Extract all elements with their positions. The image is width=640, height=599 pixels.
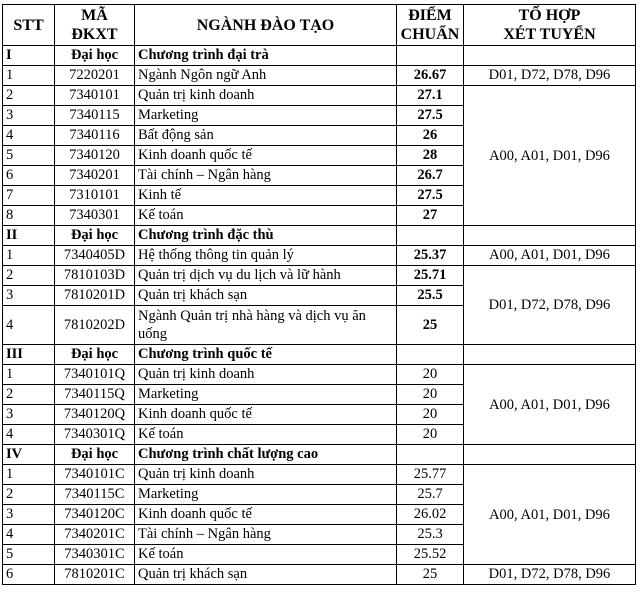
row-ma: 7220201 bbox=[55, 66, 135, 86]
row-nganh: Quản trị kinh doanh bbox=[135, 365, 397, 385]
row-diem: 25.5 bbox=[397, 286, 464, 306]
section-row-i bbox=[3, 46, 636, 66]
row-to-hop: D01, D72, D78, D96 bbox=[464, 565, 636, 585]
section-number: IV bbox=[3, 445, 55, 465]
row-nganh: Quản trị kinh doanh bbox=[135, 465, 397, 485]
row-stt: 4 bbox=[3, 525, 55, 545]
row-ma: 7340101Q bbox=[55, 365, 135, 385]
row-stt: 3 bbox=[3, 106, 55, 126]
table-row bbox=[3, 565, 636, 585]
row-diem: 25 bbox=[397, 306, 464, 345]
merged-to-hop: A00, A01, D01, D96 bbox=[464, 86, 636, 226]
row-ma: 7340115C bbox=[55, 485, 135, 505]
row-nganh: Ngành Ngôn ngữ Anh bbox=[135, 66, 397, 86]
row-nganh: Quản trị kinh doanh bbox=[135, 86, 397, 106]
merged-to-hop: D01, D72, D78, D96 bbox=[464, 266, 636, 345]
row-nganh: Tài chính – Ngân hàng bbox=[135, 166, 397, 186]
row-stt: 2 bbox=[3, 485, 55, 505]
section-number: II bbox=[3, 226, 55, 246]
row-nganh: Bất động sản bbox=[135, 126, 397, 146]
table-row bbox=[3, 246, 636, 266]
row-to-hop: A00, A01, D01, D96 bbox=[464, 246, 636, 266]
row-nganh: Tài chính – Ngân hàng bbox=[135, 525, 397, 545]
row-stt: 2 bbox=[3, 86, 55, 106]
row-diem: 25.3 bbox=[397, 525, 464, 545]
row-nganh: Marketing bbox=[135, 485, 397, 505]
row-nganh: Kinh tế bbox=[135, 186, 397, 206]
row-stt: 5 bbox=[3, 545, 55, 565]
row-ma: 7340120C bbox=[55, 505, 135, 525]
table-row bbox=[3, 465, 636, 485]
row-nganh: Kinh doanh quốc tế bbox=[135, 146, 397, 166]
row-stt: 4 bbox=[3, 306, 55, 345]
row-ma: 7340201C bbox=[55, 525, 135, 545]
section-level: Đại học bbox=[55, 445, 135, 465]
row-diem: 20 bbox=[397, 405, 464, 425]
section-level: Đại học bbox=[55, 226, 135, 246]
row-nganh: Quản trị khách sạn bbox=[135, 565, 397, 585]
header-nganh: NGÀNH ĐÀO TẠO bbox=[135, 5, 397, 46]
header-ma-dkxt: MÃ ĐKXT bbox=[55, 5, 135, 46]
row-stt: 8 bbox=[3, 206, 55, 226]
table-row bbox=[3, 86, 636, 106]
row-nganh: Kế toán bbox=[135, 545, 397, 565]
row-ma: 7340115 bbox=[55, 106, 135, 126]
row-stt: 6 bbox=[3, 565, 55, 585]
section-title: Chương trình chất lượng cao bbox=[135, 445, 397, 465]
row-diem: 27.5 bbox=[397, 186, 464, 206]
section-title: Chương trình đặc thù bbox=[135, 226, 397, 246]
row-diem: 25 bbox=[397, 565, 464, 585]
row-ma: 7810201C bbox=[55, 565, 135, 585]
section-row-ii bbox=[3, 226, 636, 246]
header-stt: STT bbox=[3, 5, 55, 46]
row-nganh: Quản trị dịch vụ du lịch và lữ hành bbox=[135, 266, 397, 286]
row-ma: 7810201D bbox=[55, 286, 135, 306]
row-diem: 26.67 bbox=[397, 66, 464, 86]
row-ma: 7340101C bbox=[55, 465, 135, 485]
section-number: III bbox=[3, 345, 55, 365]
row-diem: 28 bbox=[397, 146, 464, 166]
row-stt: 5 bbox=[3, 146, 55, 166]
row-stt: 1 bbox=[3, 246, 55, 266]
row-ma: 7340115Q bbox=[55, 385, 135, 405]
row-nganh: Marketing bbox=[135, 106, 397, 126]
header-diem-chuan: ĐIỂM CHUẨN bbox=[397, 5, 464, 46]
row-stt: 4 bbox=[3, 425, 55, 445]
row-ma: 7340301C bbox=[55, 545, 135, 565]
row-stt: 6 bbox=[3, 166, 55, 186]
row-stt: 1 bbox=[3, 365, 55, 385]
table-row bbox=[3, 365, 636, 385]
section-row-iv bbox=[3, 445, 636, 465]
row-nganh: Hệ thống thông tin quản lý bbox=[135, 246, 397, 266]
row-stt: 1 bbox=[3, 66, 55, 86]
row-to-hop: D01, D72, D78, D96 bbox=[464, 66, 636, 86]
section-row-iii bbox=[3, 345, 636, 365]
row-diem: 25.37 bbox=[397, 246, 464, 266]
admission-score-table-wrapper bbox=[2, 4, 635, 585]
row-diem: 20 bbox=[397, 365, 464, 385]
row-diem: 27.5 bbox=[397, 106, 464, 126]
row-diem: 25.77 bbox=[397, 465, 464, 485]
row-stt: 3 bbox=[3, 286, 55, 306]
row-stt: 1 bbox=[3, 465, 55, 485]
row-nganh: Ngành Quản trị nhà hàng và dịch vụ ăn uống bbox=[135, 306, 397, 345]
merged-to-hop: A00, A01, D01, D96 bbox=[464, 465, 636, 565]
row-ma: 7310101 bbox=[55, 186, 135, 206]
row-diem: 25.7 bbox=[397, 485, 464, 505]
section-title: Chương trình quốc tế bbox=[135, 345, 397, 365]
row-diem: 20 bbox=[397, 385, 464, 405]
row-diem: 26.7 bbox=[397, 166, 464, 186]
row-nganh: Kế toán bbox=[135, 425, 397, 445]
admission-score-table bbox=[2, 4, 636, 585]
row-ma: 7810202D bbox=[55, 306, 135, 345]
table-row bbox=[3, 66, 636, 86]
row-diem: 27 bbox=[397, 206, 464, 226]
row-ma: 7340201 bbox=[55, 166, 135, 186]
row-diem: 20 bbox=[397, 425, 464, 445]
row-diem: 25.71 bbox=[397, 266, 464, 286]
row-ma: 7340120Q bbox=[55, 405, 135, 425]
row-diem: 26.02 bbox=[397, 505, 464, 525]
merged-to-hop: A00, A01, D01, D96 bbox=[464, 365, 636, 445]
row-nganh: Kinh doanh quốc tế bbox=[135, 405, 397, 425]
section-title: Chương trình đại trà bbox=[135, 46, 397, 66]
row-ma: 7340116 bbox=[55, 126, 135, 146]
row-ma: 7340101 bbox=[55, 86, 135, 106]
row-ma: 7340301Q bbox=[55, 425, 135, 445]
table-header-row bbox=[3, 5, 636, 46]
header-to-hop: TỔ HỢP XÉT TUYỂN bbox=[464, 5, 636, 46]
row-nganh: Kinh doanh quốc tế bbox=[135, 505, 397, 525]
section-number: I bbox=[3, 46, 55, 66]
row-stt: 2 bbox=[3, 266, 55, 286]
row-diem: 25.52 bbox=[397, 545, 464, 565]
row-nganh: Quản trị khách sạn bbox=[135, 286, 397, 306]
row-nganh: Kế toán bbox=[135, 206, 397, 226]
row-ma: 7340120 bbox=[55, 146, 135, 166]
row-ma: 7340405D bbox=[55, 246, 135, 266]
row-stt: 2 bbox=[3, 385, 55, 405]
table-row bbox=[3, 266, 636, 286]
row-nganh: Marketing bbox=[135, 385, 397, 405]
section-level: Đại học bbox=[55, 345, 135, 365]
row-stt: 4 bbox=[3, 126, 55, 146]
row-diem: 27.1 bbox=[397, 86, 464, 106]
row-stt: 3 bbox=[3, 505, 55, 525]
row-stt: 7 bbox=[3, 186, 55, 206]
row-stt: 3 bbox=[3, 405, 55, 425]
row-ma: 7340301 bbox=[55, 206, 135, 226]
row-diem: 26 bbox=[397, 126, 464, 146]
section-level: Đại học bbox=[55, 46, 135, 66]
row-ma: 7810103D bbox=[55, 266, 135, 286]
